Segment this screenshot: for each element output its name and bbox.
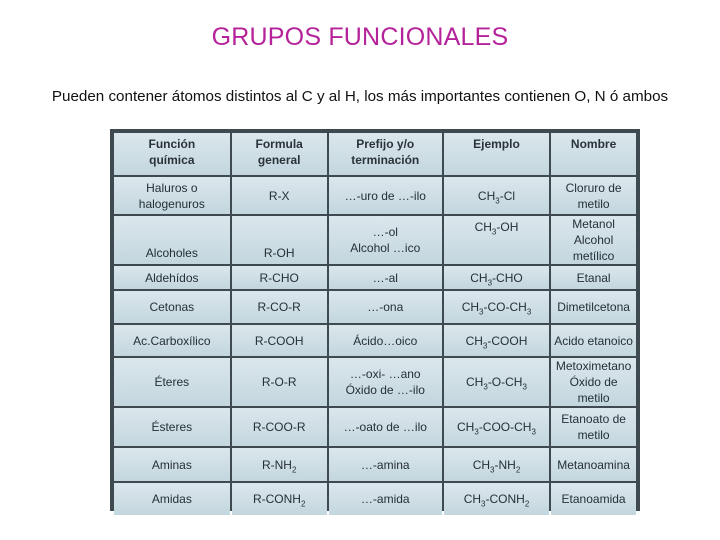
cell-line: $CH_3$-CHO — [470, 270, 523, 287]
cell-line: R-COOH — [254, 333, 304, 348]
table-row — [114, 291, 636, 323]
cell-line: Éteres — [154, 375, 190, 389]
table-header-row — [114, 133, 636, 175]
cell-line: R-O-R — [261, 375, 297, 389]
cell-funcion — [114, 408, 230, 446]
cell-nombre — [551, 358, 636, 406]
cell-nombre — [551, 291, 636, 323]
cell-line: Nombre — [570, 137, 617, 151]
cell-line: R-COO-R — [252, 420, 306, 434]
cell-formula — [232, 358, 327, 406]
cell-line: $CH_3-OH$ — [474, 220, 519, 237]
cell-line: $CH_3-CONH_2$ — [463, 492, 530, 509]
header-ejemplo — [444, 133, 549, 175]
cell-formula — [232, 325, 327, 356]
cell-nombre — [551, 177, 636, 214]
cell-funcion — [114, 448, 230, 481]
cell-line: Ac.Carboxílico — [133, 333, 211, 348]
cell-nombre — [551, 266, 636, 289]
cell-line: $CH_3-NH_2$ — [472, 457, 521, 474]
table-row — [114, 408, 636, 446]
header-nombre — [551, 133, 636, 175]
cell-line: Ejemplo — [473, 137, 520, 151]
cell-line: terminación — [351, 153, 420, 167]
cell-ejemplo — [444, 483, 549, 515]
cell-line: R-CO-R — [257, 300, 301, 314]
cell-formula — [232, 216, 327, 264]
cell-line: $CH_3-COO-CH_3$ — [457, 420, 536, 437]
cell-line: …-oato de …ilo — [343, 420, 427, 434]
cell-line: Alcohol metílico — [572, 233, 615, 263]
cell-line: Acido etanoico — [554, 333, 633, 348]
cell-ejemplo — [444, 266, 549, 289]
cell-line: R-OH — [263, 246, 295, 260]
cell-line: halogenuros — [138, 196, 205, 211]
cell-line: Prefijo y/o — [356, 137, 415, 151]
cell-line: Ácido…oico — [353, 333, 418, 348]
cell-line: Óxido de metilo — [569, 375, 618, 405]
cell-line: Dimetilcetona — [557, 300, 630, 314]
cell-line: Amidas — [151, 492, 192, 506]
cell-line: R-X — [268, 188, 290, 203]
cell-line: …-al — [372, 270, 398, 285]
cell-nombre — [551, 483, 636, 515]
cell-line: $CH_3-Cl$ — [477, 188, 516, 205]
cell-line: Metanoamina — [557, 457, 630, 472]
cell-funcion — [114, 358, 230, 406]
cell-prefijo — [329, 325, 442, 356]
cell-line: …-ol — [372, 225, 398, 239]
cell-line: $CH_3-O-CH_3$ — [466, 375, 527, 392]
header-funcion — [114, 133, 230, 175]
cell-line: Aminas — [151, 457, 192, 472]
cell-nombre — [551, 216, 636, 264]
cell-ejemplo — [444, 291, 549, 323]
cell-prefijo — [329, 358, 442, 406]
cell-ejemplo — [444, 408, 549, 446]
cell-funcion — [114, 325, 230, 356]
cell-line: Etanoamida — [561, 492, 626, 506]
cell-prefijo — [329, 177, 442, 214]
cell-prefijo — [329, 216, 442, 264]
cell-ejemplo — [444, 325, 549, 356]
cell-prefijo — [329, 291, 442, 323]
page-subtitle: Pueden contener átomos distintos al C y al H, los más importantes contienen O, N ó ambos — [51, 88, 669, 105]
cell-formula — [232, 448, 327, 481]
table-row — [114, 358, 636, 406]
cell-line: Aldehídos — [145, 270, 199, 285]
cell-funcion — [114, 216, 230, 264]
cell-formula — [232, 408, 327, 446]
cell-line: $R-CONH_2$ — [252, 492, 306, 509]
cell-line: Cloruro de — [565, 180, 622, 195]
cell-nombre — [551, 448, 636, 481]
table-row — [114, 266, 636, 289]
cell-line: general — [257, 153, 301, 167]
cell-line: Etanal — [576, 270, 611, 285]
cell-funcion — [114, 483, 230, 515]
cell-line: Metoximetano — [555, 359, 632, 373]
cell-line: …-uro de …-ilo — [344, 188, 426, 203]
cell-line: Etanoato de — [561, 412, 626, 426]
cell-prefijo — [329, 448, 442, 481]
cell-line: Función — [148, 137, 196, 151]
cell-line: química — [149, 153, 195, 167]
cell-ejemplo — [444, 177, 549, 214]
cell-line: Alcoholes — [145, 246, 198, 260]
cell-nombre — [551, 408, 636, 446]
functional-groups-table — [110, 129, 640, 511]
table-row — [114, 325, 636, 356]
cell-prefijo — [329, 483, 442, 515]
cell-line: metilo — [577, 428, 610, 442]
cell-line: Haluros o — [146, 180, 198, 195]
cell-nombre — [551, 325, 636, 356]
header-prefijo — [329, 133, 442, 175]
page-title: GRUPOS FUNCIONALES — [211, 23, 509, 51]
cell-line: …-ona — [367, 300, 404, 314]
cell-line: $CH_3$-COOH — [465, 333, 528, 350]
cell-line: …-amina — [360, 457, 410, 472]
table-row — [114, 483, 636, 515]
table-row — [114, 448, 636, 481]
cell-funcion — [114, 266, 230, 289]
cell-ejemplo — [444, 448, 549, 481]
cell-formula — [232, 177, 327, 214]
cell-line: R-CHO — [259, 270, 299, 285]
cell-prefijo — [329, 408, 442, 446]
cell-line: Formula — [255, 137, 303, 151]
cell-ejemplo — [444, 216, 549, 264]
cell-ejemplo — [444, 358, 549, 406]
cell-formula — [232, 291, 327, 323]
table-row — [114, 216, 636, 264]
cell-line: …-amida — [360, 492, 410, 506]
cell-line: Metanol — [572, 217, 615, 231]
cell-prefijo — [329, 266, 442, 289]
cell-funcion — [114, 177, 230, 214]
cell-line: $R-NH_2$ — [261, 457, 297, 474]
cell-line: Ésteres — [151, 420, 193, 434]
cell-line: …-oxi- …ano — [349, 367, 421, 381]
cell-funcion — [114, 291, 230, 323]
cell-formula — [232, 266, 327, 289]
header-formula — [232, 133, 327, 175]
cell-line: metilo — [577, 196, 610, 211]
cell-line: $CH_3-CO-CH_3$ — [461, 300, 532, 317]
table-row — [114, 177, 636, 214]
cell-line: Óxido de …-ilo — [345, 383, 425, 397]
cell-formula — [232, 483, 327, 515]
cell-line: Cetonas — [149, 300, 195, 314]
cell-line: Alcohol …ico — [350, 241, 421, 255]
